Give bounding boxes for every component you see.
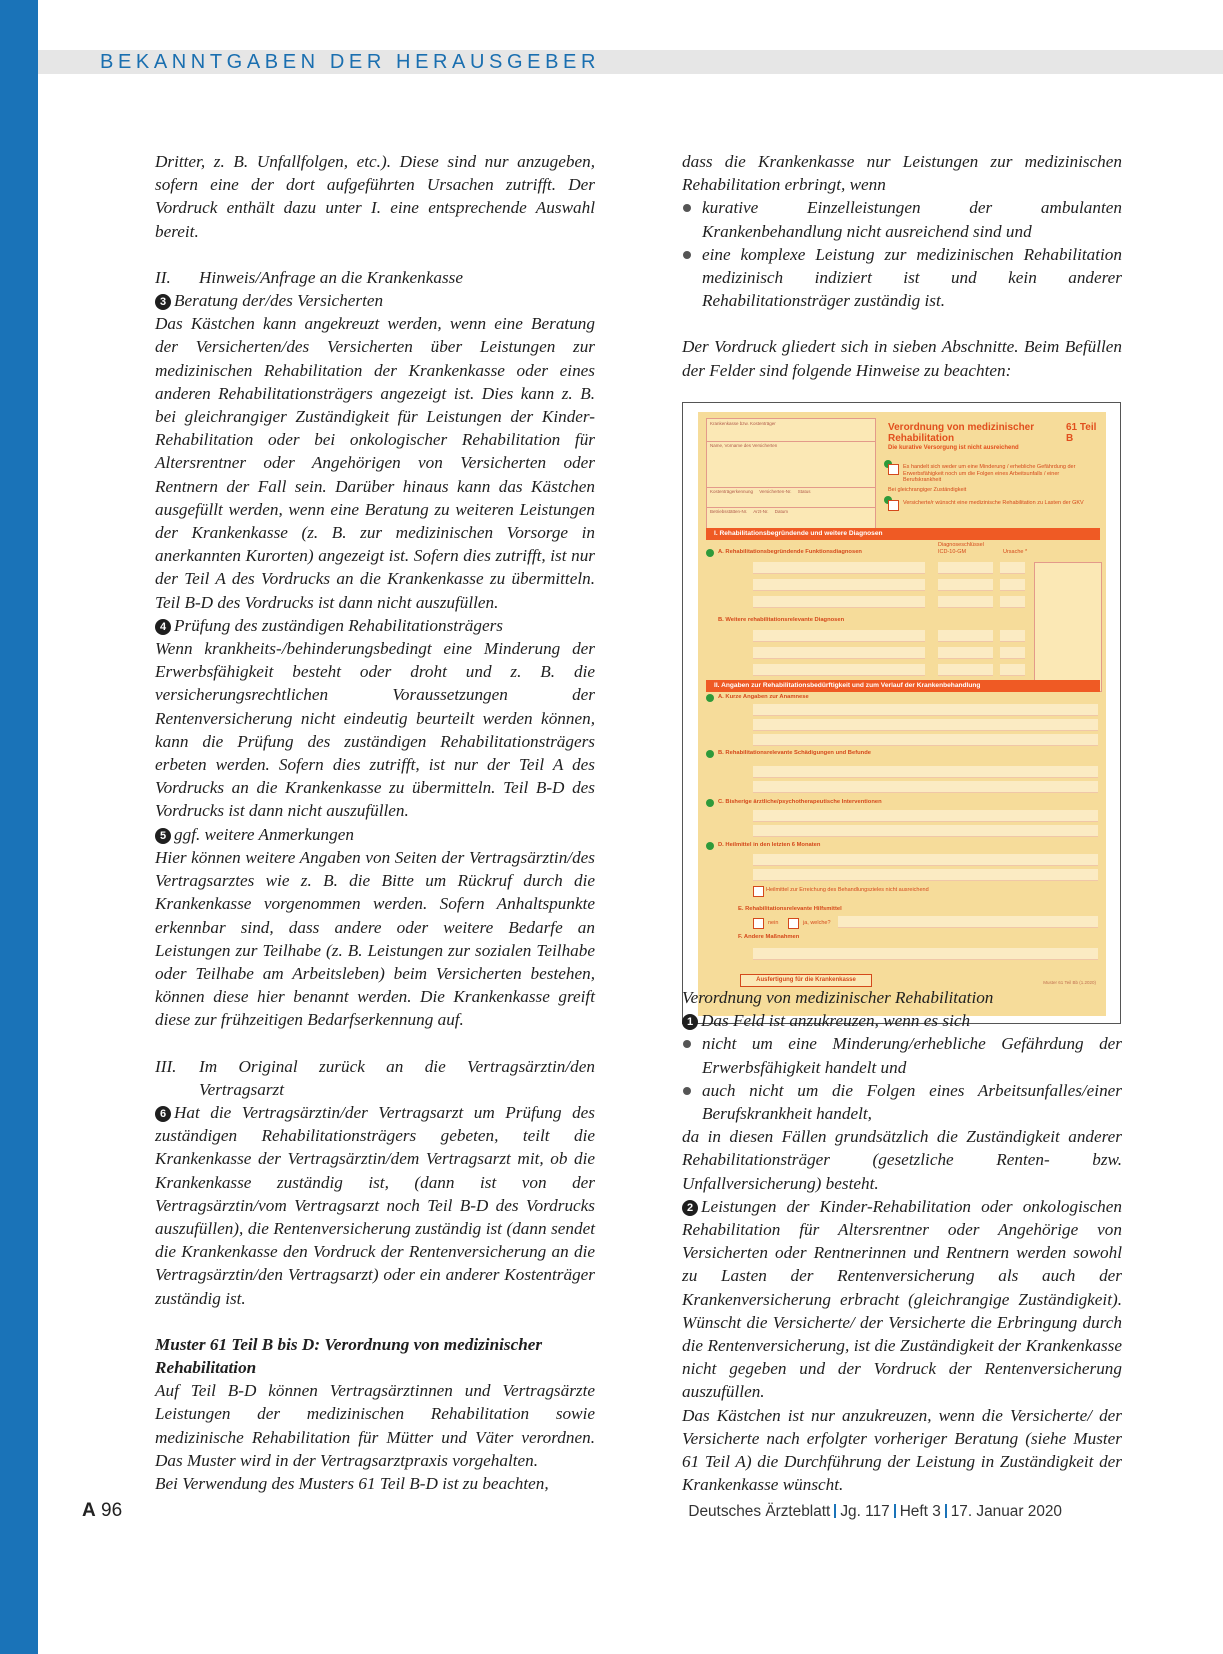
item-1-bullet-1: nicht um eine Minderung/erhebliche Gefährdung der Erwerbsfähigkeit handelt und xyxy=(682,1032,1122,1078)
number-3-badge-icon: 3 xyxy=(155,294,171,310)
form-title: Verordnung von medizinischer Rehabilitation xyxy=(888,422,1035,444)
right-bullet-1: kurative Einzelleistungen der ambulanten Krankenbehandlung nicht ausreichend sind und xyxy=(682,196,1122,242)
left-column xyxy=(155,150,595,1495)
form-checkbox-1 xyxy=(888,464,899,475)
item-1-text: da in diesen Fällen grundsätzlich die Zuständigkeit anderer Rehabilitationsträger (gesetzliche Renten- bzw. Unfallversicherung) besteht. xyxy=(682,1127,1122,1193)
number-2-badge-icon: 2 xyxy=(682,1200,698,1216)
form-caption: Verordnung von medizinischer Rehabilitation xyxy=(682,988,994,1007)
journal-issue: Heft 3 xyxy=(899,1503,941,1520)
section-header-title: BEKANNTGABEN DER HERAUSGEBER xyxy=(100,51,600,73)
item-1-title: Das Feld ist anzukreuzen, wenn es sich xyxy=(701,1011,971,1031)
journal-footer xyxy=(688,1503,1062,1521)
item-1-heading xyxy=(682,1009,1122,1032)
page-number xyxy=(82,1500,122,1522)
form-thumbnail xyxy=(682,402,1121,1024)
item-3-heading xyxy=(155,289,595,312)
muster-text-1: Auf Teil B-D können Vertragsärztinnen und Vertragsärzte Leistungen der medizinischen Rehabilitation sowie medizinische Rehabilitation für Mütter und Väter verordnen. Das Muster wird in der Vertragsarztpraxis vorgehalten. xyxy=(155,1381,595,1470)
side-color-bar xyxy=(0,0,38,1654)
page-prefix: A xyxy=(82,1500,96,1521)
form-subtitle: Die kurative Versorgung ist nicht ausreichend xyxy=(888,445,1019,451)
page-number-value: 96 xyxy=(101,1500,123,1521)
form-image: Krankenkasse bzw. Kostenträger Name, Vorname des Versicherten Kostenträgerkennung Versicherten-Nr. Status Betriebsstätten-Nr. Arzt-Nr. Datum Verordnung von medizinischer Rehabilitation 61 Teil B Die kurative Versorgung ist nicht ausreichend Es handelt sich weder um eine Minderung / erhebliche Gefährdung der Erwerbsfähigkeit noch um die Folgen eines Arbeitsunfalls / einer Berufskrankheit Bei gleichrangiger Zuständigkeit Versicherte/r wünscht eine medizinische Rehabilitation zu Lasten der GKV I. Rehabilitationsbegründende und weitere Diagnosen A. Rehabilitationsbegründende Funktionsdiagnosen Diagnoseschlüssel ICD-10-GM Ursache * B. Weitere rehabilitationsrelevante Diagnosen II. Angaben zur Rehabilitationsbedürftigkeit und zum Verlauf der Krankenbehandlung A. Kurze Angaben zur Anamnese B. Rehabilitationsrelevante Schädigungen und Befunde C. Bisherige ärztliche/psychotherapeutische Interventionen D. Heilmittel in den letzten 6 Monaten Heilmittel zur Erreichung des Behandlungszieles nicht ausreichend E. Rehabilitationsrelevante Hilfsmittel nein ja, welche? F. Andere Maßnahmen Ausfertigung für die Krankenkasse Muster 61 Teil Bb (1.2020) xyxy=(698,412,1106,1016)
right-intro-paragraph: dass die Krankenkasse nur Leistungen zur medizinischen Rehabilitation erbringt, wenn xyxy=(682,152,1122,195)
form-intro-paragraph: Der Vordruck gliedert sich in sieben Abschnitte. Beim Befüllen der Felder sind folgende Hinweise zu beachten: xyxy=(682,337,1122,380)
journal-volume: Jg. 117 xyxy=(840,1503,890,1520)
item-6-text: Hat die Vertragsärztin/der Vertragsarzt um Prüfung des zuständigen Rehabilitationsträgers gebeten, teilt die Krankenkasse der Vertragsärztin/dem Vertragsarzt mit, ob die Krankenkasse zuständig ist, (dann ist von der Vertragsärztin/vom Vertragsarzt noch Teil B-D des Vordrucks auszufüllen), die Rentenversicherung zuständig ist (dann sendet die Krankenkasse den Vordruck der Rentenversicherung an die Vertragsärztin/den Vertragsarzt) oder ein anderer Kostenträger zuständig ist. xyxy=(155,1102,595,1308)
form-row-c-label: C. Bisherige ärztliche/psychotherapeutische Interventionen xyxy=(718,799,882,805)
form-marker-b-icon xyxy=(706,750,714,758)
number-1-badge-icon: 1 xyxy=(682,1014,698,1030)
item-5-text: Hier können weitere Angaben von Seiten der Vertragsärztin/des Vertragsarztes wie z. B. die Bitte um Rückruf durch die Krankenkasse vorgenommen werden. Sofern Anhaltspunkte erkennbar sind, dass andere oder weitere Bedarfe an Leistungen zur Teilhabe (z. B. Leistungen zur sozialen Teilhabe oder Teilhabe am Arbeitsleben) beim Versicherten bestehen, können diese hier benannt werden. Die Krankenkasse greift diese zur frühzeitigen Bedarfserkennung auf. xyxy=(155,847,595,1030)
right-column-bottom xyxy=(682,986,1122,1496)
form-section-b-label: B. Weitere rehabilitationsrelevante Diagnosen xyxy=(718,617,845,623)
section-3-heading xyxy=(155,1055,595,1101)
item-5-heading xyxy=(155,823,595,846)
section-2-heading xyxy=(155,266,595,289)
form-marker-a-icon xyxy=(706,694,714,702)
left-intro-paragraph: Dritter, z. B. Unfallfolgen, etc.). Diese sind nur anzugeben, sofern eine der dort aufgeführten Ursachen zutrifft. Der Vordruck enthält dazu unter I. eine entsprechende Auswahl bereit. xyxy=(155,152,595,241)
form-copy-label: Ausfertigung für die Krankenkasse xyxy=(740,974,872,987)
item-1-bullet-2: auch nicht um die Folgen eines Arbeitsunfalles/einer Berufskrankheit handelt, xyxy=(682,1079,1122,1125)
item-4-heading xyxy=(155,614,595,637)
form-section-1-band: I. Rehabilitationsbegründende und weitere Diagnosen xyxy=(706,528,1100,540)
form-marker-c-icon xyxy=(706,799,714,807)
muster-text-2: Bei Verwendung des Musters 61 Teil B-D ist zu beachten, xyxy=(155,1473,549,1493)
form-row-d-label: D. Heilmittel in den letzten 6 Monaten xyxy=(718,842,821,848)
section-3-number: III. xyxy=(155,1056,177,1076)
right-column-top xyxy=(682,150,1122,382)
form-part-label: 61 Teil B xyxy=(1066,422,1097,444)
form-section-2-band: II. Angaben zur Rehabilitationsbedürftigkeit und zum Verlauf der Krankenbehandlung xyxy=(706,680,1100,692)
muster-heading: Muster 61 Teil B bis D: Verordnung von medizinischer Rehabilitation xyxy=(155,1334,543,1377)
form-checkbox-ja xyxy=(788,918,799,929)
form-cause-legend-box xyxy=(1034,562,1102,692)
form-marker-3-icon xyxy=(706,549,714,557)
number-4-badge-icon: 4 xyxy=(155,619,171,635)
item-6-paragraph xyxy=(155,1101,595,1310)
form-marker-d-icon xyxy=(706,842,714,850)
item-2-paragraph xyxy=(682,1195,1122,1404)
journal-name: Deutsches Ärzteblatt xyxy=(688,1503,831,1520)
item-2-text-2: Das Kästchen ist nur anzukreuzen, wenn die Versicherte/ der Versicherte nach erfolgter vorheriger Beratung (siehe Muster 61 Teil A) die Durchführung der Leistung in Zuständigkeit der Krankenkasse wünscht. xyxy=(682,1405,1122,1495)
form-checkbox-nein xyxy=(753,918,764,929)
number-5-badge-icon: 5 xyxy=(155,828,171,844)
item-4-title: Prüfung des zuständigen Rehabilitationsträgers xyxy=(174,615,503,635)
right-bullet-2: eine komplexe Leistung zur medizinischen Rehabilitation medizinisch indiziert ist und kein anderer Rehabilitationsträger zuständig ist. xyxy=(682,243,1122,313)
journal-date: 17. Januar 2020 xyxy=(950,1503,1062,1520)
form-row-a-label: A. Kurze Angaben zur Anamnese xyxy=(718,694,809,700)
section-3-title: Im Original zurück an die Vertragsärztin/den Vertragsarzt xyxy=(199,1056,595,1099)
item-5-title: ggf. weitere Anmerkungen xyxy=(174,824,354,844)
form-row-f-label: F. Andere Maßnahmen xyxy=(738,934,800,940)
form-checkbox-heilmittel xyxy=(753,886,764,897)
form-row-b-label: B. Rehabilitationsrelevante Schädigungen und Befunde xyxy=(718,750,871,756)
item-2-text: Leistungen der Kinder-Rehabilitation oder onkologischen Rehabilitation für Altersrentner oder Angehörige von Versicherten oder Rentnerinnen und Rentnern werden sowohl zu Lasten der Rentenversicherung als auch der Krankenversicherung erbracht (gleichrangige Zuständigkeit). Wünscht die Versicherte/ der Versicherte die Erbringung durch die Rentenversicherung, ist die Zuständigkeit der Krankenkasse nicht gegeben und der Vordruck der Rentenversicherung auszufüllen. xyxy=(682,1196,1122,1402)
form-patient-box: Krankenkasse bzw. Kostenträger Name, Vorname des Versicherten Kostenträgerkennung Versicherten-Nr. Status Betriebsstätten-Nr. Arzt-Nr. Datum xyxy=(706,418,876,530)
section-2-title: Hinweis/Anfrage an die Krankenkasse xyxy=(199,267,463,287)
form-section-a-label: A. Rehabilitationsbegründende Funktionsdiagnosen xyxy=(718,549,862,555)
item-3-text: Das Kästchen kann angekreuzt werden, wenn eine Beratung der Versicherten/des Versicherten über Leistungen zur medizinischen Rehabilitation der Krankenkasse oder eines anderen Rehabilitationsträgers angezeigt ist. Dies kann z. B. bei gleichrangiger Zuständigkeit für Leistungen der Kinder-Rehabilitation oder bei onkologischer Rehabilitation für Altersrentner oder Angehörigen von Versicherten oder Rentnern der Fall sein. Darüber hinaus kann das Kästchen ausgefüllt werden, wenn eine Beratung zu weiteren Leistungen der Krankenkasse (z. B. zur medizinischen Vorsorge in anerkannten Kurorten) angezeigt ist. Sofern dies zutrifft, ist nur der Teil A des Vordrucks an die Krankenkasse zu übermitteln. Teil B-D des Vordrucks ist dann nicht auszufüllen. xyxy=(155,314,595,612)
section-2-number: II. xyxy=(155,267,171,287)
form-checkbox-2 xyxy=(888,500,899,511)
form-row-e-label: E. Rehabilitationsrelevante Hilfsmittel xyxy=(738,906,842,912)
item-3-title: Beratung der/des Versicherten xyxy=(174,291,384,311)
item-4-text: Wenn krankheits-/behinderungsbedingt eine Minderung der Erwerbsfähigkeit besteht oder droht und z. B. die versicherungsrechtlichen Voraussetzungen der Rentenversicherung nicht eindeutig beurteilt werden können, kann die Prüfung des zuständigen Rehabilitationsträgers erbeten werden. Sofern dies zutrifft, ist nur der Teil A des Vordrucks an die Krankenkasse zu übermitteln. Teil B-D des Vordrucks ist dann nicht auszufüllen. xyxy=(155,639,595,821)
number-6-badge-icon: 6 xyxy=(155,1106,171,1122)
